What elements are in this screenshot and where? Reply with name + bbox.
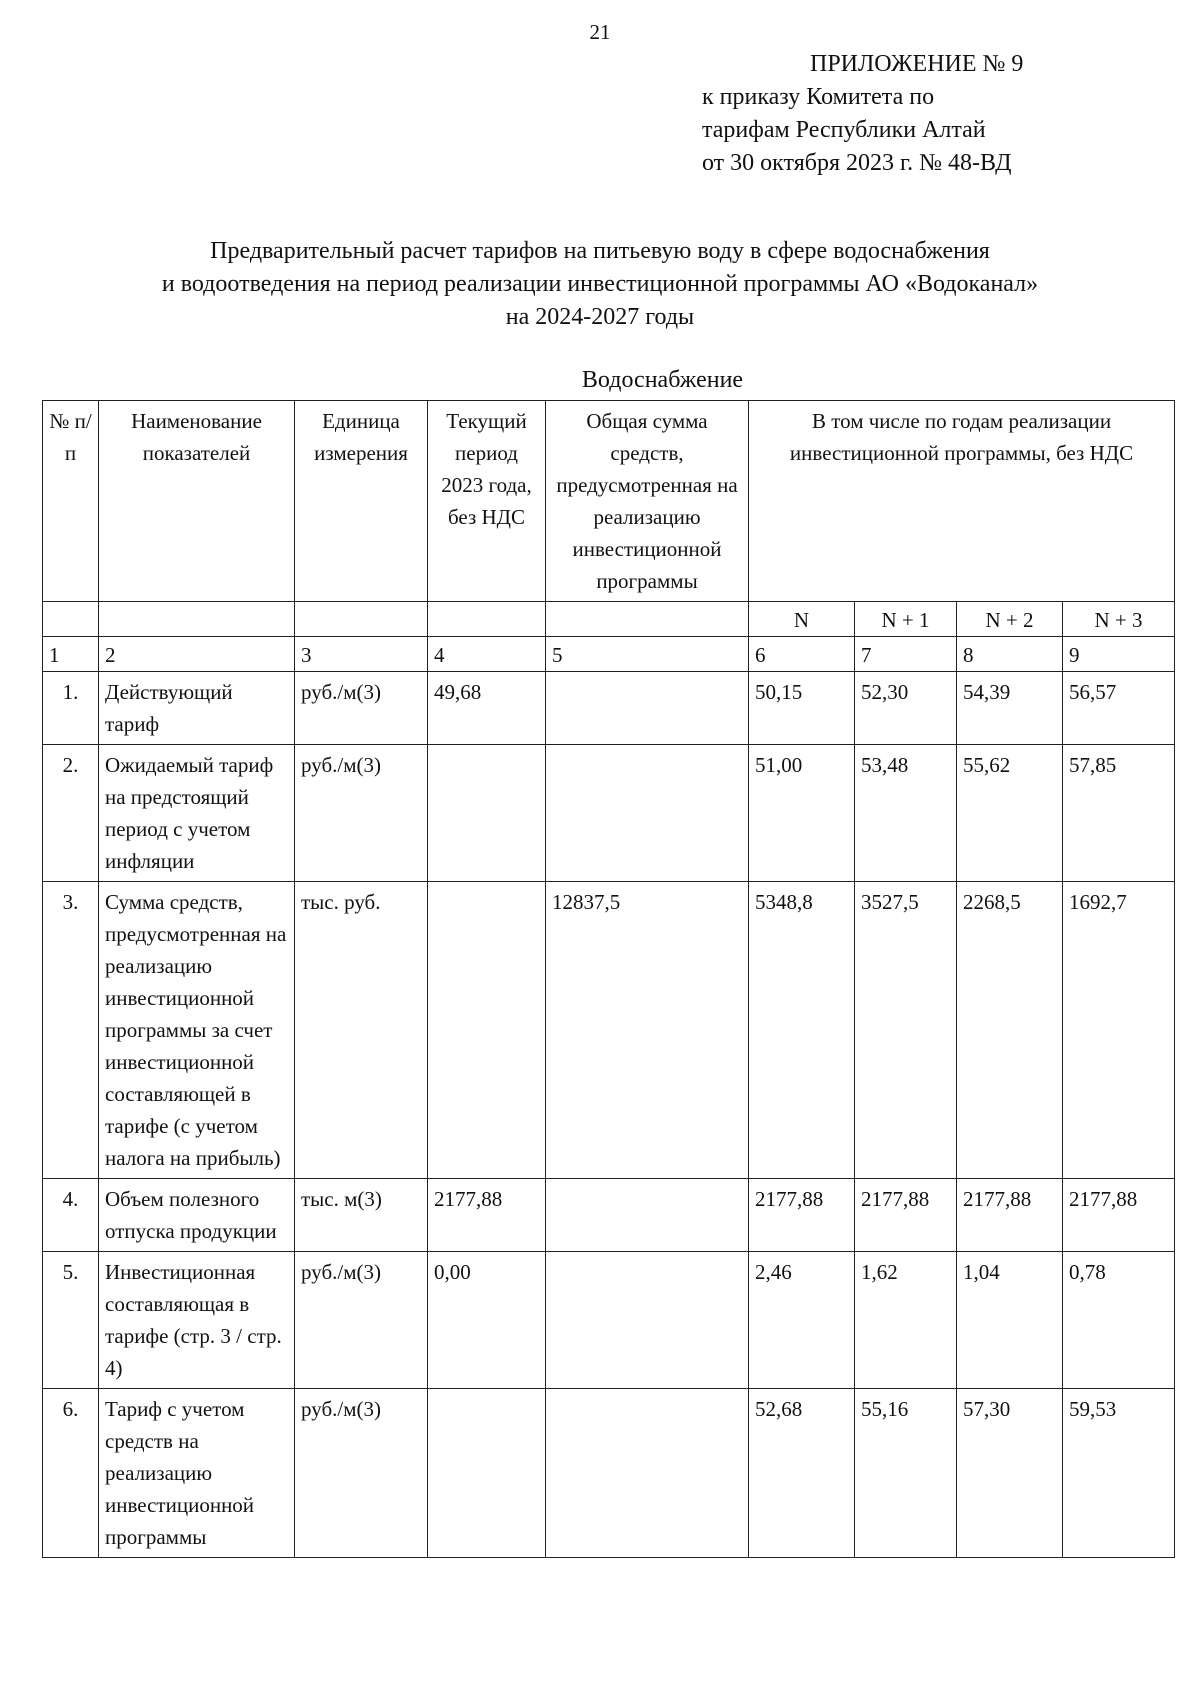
row-current [428,1389,546,1558]
appendix-title: ПРИЛОЖЕНИЕ № 9 [810,51,1024,77]
appendix-line: тарифам Республики Алтай [702,117,986,143]
row-year-value: 2177,88 [957,1179,1063,1252]
table-row [43,882,1175,1179]
row-current: 0,00 [428,1252,546,1389]
row-current: 49,68 [428,672,546,745]
page-number: 21 [589,20,611,44]
row-number: 5. [43,1252,99,1389]
row-name: Объем полезного отпуска продукции [99,1179,295,1252]
row-total [546,1389,749,1558]
row-current [428,882,546,1179]
row-unit: тыс. руб. [295,882,428,1179]
column-number: 9 [1063,637,1175,672]
header-unit: Единица измерения [295,401,428,602]
row-year-value: 57,85 [1063,745,1175,882]
row-year-value: 56,57 [1063,672,1175,745]
row-total [546,1179,749,1252]
row-year-value: 3527,5 [855,882,957,1179]
row-year-value: 5348,8 [749,882,855,1179]
row-current: 2177,88 [428,1179,546,1252]
row-year-value: 2177,88 [749,1179,855,1252]
row-number: 3. [43,882,99,1179]
header-by-years: В том числе по годам реализации инвестиционной программы, без НДС [749,401,1175,602]
year-label: N + 1 [855,602,957,637]
row-current [428,745,546,882]
table-row [43,745,1175,882]
appendix-line: к приказу Комитета по [702,84,935,110]
row-year-value: 2,46 [749,1252,855,1389]
row-year-value: 52,30 [855,672,957,745]
appendix-block [702,48,1023,180]
row-year-value: 51,00 [749,745,855,882]
row-number: 6. [43,1389,99,1558]
table-row [43,672,1175,745]
year-label: N + 2 [957,602,1063,637]
column-number: 1 [43,637,99,672]
row-name: Инвестиционная составляющая в тарифе (стр. 3 / стр. 4) [99,1252,295,1389]
table-row [43,1179,1175,1252]
row-year-value: 0,78 [1063,1252,1175,1389]
year-label: N [749,602,855,637]
row-unit: тыс. м(3) [295,1179,428,1252]
row-total [546,745,749,882]
header-current: Текущий период 2023 года, без НДС [428,401,546,602]
row-year-value: 2177,88 [855,1179,957,1252]
column-number: 6 [749,637,855,672]
row-year-value: 1,04 [957,1252,1063,1389]
table-row [43,1252,1175,1389]
row-unit: руб./м(3) [295,1252,428,1389]
row-year-value: 52,68 [749,1389,855,1558]
header-num: № п/п [43,401,99,602]
document-title-line: Предварительный расчет тарифов на питьевую воду в сфере водоснабжения [210,238,990,264]
row-unit: руб./м(3) [295,672,428,745]
row-year-value: 1,62 [855,1252,957,1389]
header-total: Общая сумма средств, предусмотренная на реализацию инвестиционной программы [546,401,749,602]
column-number: 8 [957,637,1063,672]
appendix-line: от 30 октября 2023 г. № 48-ВД [702,150,1012,176]
row-unit: руб./м(3) [295,1389,428,1558]
row-name: Действующий тариф [99,672,295,745]
column-number: 3 [295,637,428,672]
row-name: Ожидаемый тариф на предстоящий период с учетом инфляции [99,745,295,882]
row-year-value: 2268,5 [957,882,1063,1179]
section-title: Водоснабжение [581,367,744,393]
row-year-value: 59,53 [1063,1389,1175,1558]
column-number: 5 [546,637,749,672]
row-year-value: 50,15 [749,672,855,745]
document-title-line: на 2024-2027 годы [505,304,695,330]
row-number: 4. [43,1179,99,1252]
row-year-value: 2177,88 [1063,1179,1175,1252]
tariff-table [42,400,1175,1558]
column-number: 2 [99,637,295,672]
header-name: Наименование показателей [99,401,295,602]
row-year-value: 55,16 [855,1389,957,1558]
row-number: 2. [43,745,99,882]
row-year-value: 53,48 [855,745,957,882]
row-name: Сумма средств, предусмотренная на реализацию инвестиционной программы за счет инвестиционной составляющей в тарифе (с учетом налога на прибыль) [99,882,295,1179]
table-row [43,1389,1175,1558]
row-total [546,1252,749,1389]
row-total [546,672,749,745]
row-number: 1. [43,672,99,745]
row-year-value: 1692,7 [1063,882,1175,1179]
row-year-value: 55,62 [957,745,1063,882]
row-year-value: 54,39 [957,672,1063,745]
document-title-line: и водоотведения на период реализации инвестиционной программы АО «Водоканал» [161,271,1039,297]
row-unit: руб./м(3) [295,745,428,882]
year-label: N + 3 [1063,602,1175,637]
row-year-value: 57,30 [957,1389,1063,1558]
document-title [0,235,1200,334]
column-number: 4 [428,637,546,672]
row-name: Тариф с учетом средств на реализацию инвестиционной программы [99,1389,295,1558]
column-number: 7 [855,637,957,672]
row-total: 12837,5 [546,882,749,1179]
